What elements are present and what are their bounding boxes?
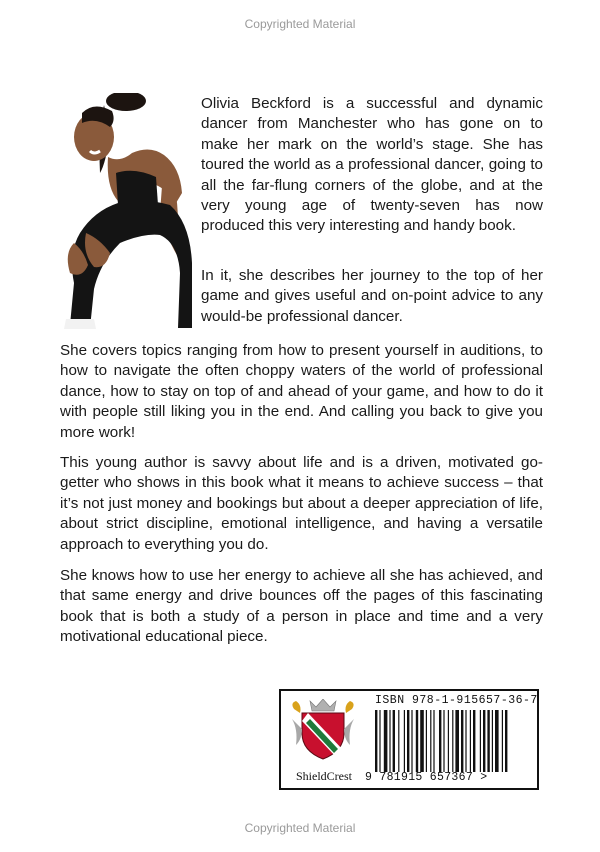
barcode-bar bbox=[384, 710, 388, 772]
barcode-bar bbox=[502, 710, 503, 772]
barcode-bar bbox=[495, 710, 499, 772]
barcode-bar bbox=[404, 710, 405, 772]
isbn-label: ISBN 978-1-915657-36-7 bbox=[375, 694, 538, 707]
barcode-bar bbox=[433, 710, 434, 772]
barcode-bar bbox=[389, 710, 390, 772]
barcode-bar bbox=[461, 710, 463, 772]
copyright-watermark-bottom: Copyrighted Material bbox=[244, 821, 356, 835]
barcode-number: 9 781915 657367 > bbox=[365, 771, 488, 784]
barcode-bar bbox=[452, 710, 453, 772]
barcode-bar bbox=[470, 710, 471, 772]
barcode-bar bbox=[483, 710, 485, 772]
barcode-bar bbox=[473, 710, 475, 772]
barcode-bars-icon bbox=[375, 710, 525, 772]
barcode-bar bbox=[505, 710, 507, 772]
barcode-bar bbox=[448, 710, 449, 772]
barcode-bar bbox=[465, 710, 466, 772]
barcode-bar bbox=[439, 710, 441, 772]
barcode-bar bbox=[426, 710, 427, 772]
barcode-bar bbox=[420, 710, 424, 772]
barcode-bar bbox=[411, 710, 412, 772]
barcode-bar bbox=[455, 710, 459, 772]
paragraph-topics: She covers topics ranging from how to present yourself in auditions, to how to navigate the often choppy waters of the world of professional dance, how to stay on top of and ahead of your game, and how to do it with people still liking you in the end. And calling you back to give you more work! bbox=[60, 342, 543, 441]
paragraph-energy: She knows how to use her energy to achieve all she has achieved, and that same energy and drive bounces off the pages of this fascinating book that is both a study of a person in place and time and a very motivational educational piece. bbox=[60, 567, 543, 646]
barcode-bar bbox=[379, 710, 380, 772]
barcode-bar bbox=[393, 710, 395, 772]
barcode-bar bbox=[443, 710, 444, 772]
author-photo bbox=[60, 93, 192, 330]
barcode-bar bbox=[487, 710, 489, 772]
publisher-name: ShieldCrest bbox=[296, 769, 352, 783]
shieldcrest-logo-icon bbox=[288, 699, 358, 761]
paragraph-bio: Olivia Beckford is a successful and dynamic dancer from Manchester who has gone on to make her mark on the world’s stage. She has toured the world as a professional dancer, going to all the far-flung corners of the globe, and at the very young age of twenty-seven has now produced this very interesting and handy book. bbox=[201, 95, 543, 235]
barcode-bar bbox=[407, 710, 409, 772]
barcode-bar bbox=[480, 710, 481, 772]
paragraph-author-savvy: This young author is savvy about life and is a driven, motivated go-getter who shows in this book what it means to achieve success – that it’s not just money and bookings but about a deeper appreciation of life, about strict discipline, emotional intelligence, and having a versatile approach to everything you do. bbox=[60, 454, 543, 553]
barcode-bar bbox=[492, 710, 493, 772]
barcode-bar bbox=[430, 710, 431, 772]
barcode-bar bbox=[375, 710, 377, 772]
paragraph-journey: In it, she describes her journey to the top of her game and gives useful and on-point advice to any would-be professional dancer. bbox=[201, 267, 543, 325]
barcode-bar bbox=[398, 710, 399, 772]
copyright-watermark-top: Copyrighted Material bbox=[244, 17, 356, 31]
barcode-bar bbox=[416, 710, 418, 772]
barcode-box bbox=[279, 689, 539, 790]
